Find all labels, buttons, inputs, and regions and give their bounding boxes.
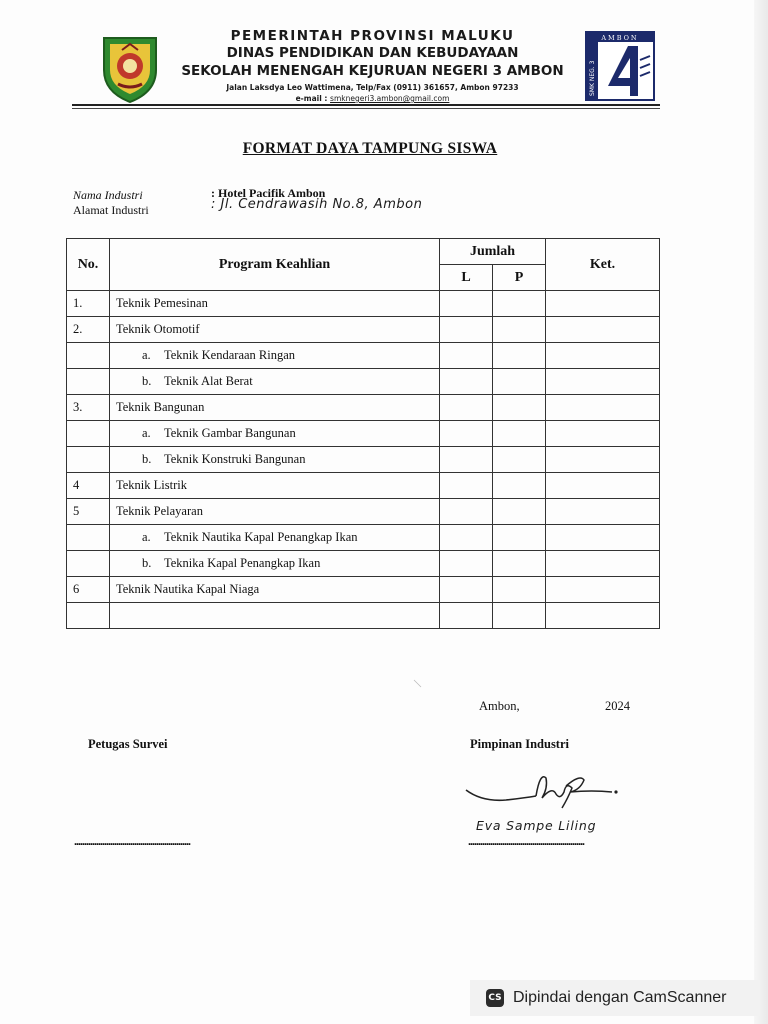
row-sub-marker: b. [142, 374, 152, 388]
row-program [110, 603, 440, 629]
row-ket [546, 603, 660, 629]
row-number [67, 343, 110, 369]
row-sub-marker: b. [142, 452, 152, 466]
row-ket [546, 499, 660, 525]
industry-name-value: : Hotel Pacifik Ambon [211, 186, 326, 200]
row-program [110, 447, 440, 473]
row-count-p [493, 395, 546, 421]
row-program [110, 343, 440, 369]
row-count-p [493, 421, 546, 447]
row-number: 6 [67, 577, 110, 603]
row-sub-marker: b. [142, 556, 152, 570]
row-count-l [440, 369, 493, 395]
row-count-p [493, 577, 546, 603]
row-ket [546, 291, 660, 317]
row-ket [546, 473, 660, 499]
row-ket [546, 421, 660, 447]
row-count-l [440, 473, 493, 499]
table-row [67, 343, 660, 369]
table-header-row [67, 239, 660, 265]
surveyor-signature-line: .......................................................... [74, 834, 190, 848]
row-program [110, 369, 440, 395]
row-count-p [493, 473, 546, 499]
row-count-p [493, 447, 546, 473]
table-row [67, 421, 660, 447]
letterhead-rule-thick [72, 104, 660, 106]
row-number: 5 [67, 499, 110, 525]
industry-leader-label: Pimpinan Industri [470, 737, 569, 751]
scan-speck [413, 679, 423, 689]
row-program: Teknik Pelayaran [110, 499, 440, 525]
table-row [67, 291, 660, 317]
row-count-l [440, 447, 493, 473]
row-ket [546, 343, 660, 369]
camscanner-watermark [470, 980, 760, 1016]
table-row [67, 551, 660, 577]
email-link: smknegeri3.ambon@gmail.com [330, 94, 450, 103]
row-number: 4 [67, 473, 110, 499]
row-count-l [440, 421, 493, 447]
signer-name: Eva Sampe Liling [476, 818, 597, 833]
signing-place: Ambon, [479, 699, 520, 713]
row-count-l [440, 499, 493, 525]
logo-ambon-text: AMBON [601, 34, 639, 42]
table-row [67, 603, 660, 629]
row-number [67, 551, 110, 577]
row-count-p [493, 551, 546, 577]
row-ket [546, 369, 660, 395]
document-title: FORMAT DAYA TAMPUNG SISWA [242, 140, 498, 157]
row-count-l [440, 291, 493, 317]
table-body [67, 291, 660, 629]
table-row [67, 499, 660, 525]
row-count-l [440, 343, 493, 369]
row-ket [546, 447, 660, 473]
table-row [67, 369, 660, 395]
letterhead [170, 28, 575, 104]
table-row [67, 473, 660, 499]
row-count-l [440, 395, 493, 421]
capacity-table [66, 238, 660, 629]
header-no: No. [67, 239, 110, 291]
row-number: 2. [67, 317, 110, 343]
letterhead-school: SEKOLAH MENENGAH KEJURUAN NEGERI 3 AMBON [181, 63, 564, 79]
row-program: Teknik Listrik [110, 473, 440, 499]
row-program: Teknik Bangunan [110, 395, 440, 421]
industry-signature-line: .......................................................... [468, 834, 584, 848]
row-count-l [440, 525, 493, 551]
camscanner-icon: CS [486, 989, 504, 1007]
row-number [67, 369, 110, 395]
row-count-p [493, 343, 546, 369]
row-program: Teknik Nautika Kapal Niaga [110, 577, 440, 603]
row-program: Teknik Otomotif [110, 317, 440, 343]
row-count-l [440, 577, 493, 603]
row-ket [546, 525, 660, 551]
table-row [67, 447, 660, 473]
email-label: e-mail : [295, 94, 328, 103]
row-program-label: Teknik Konstruki Bangunan [164, 452, 306, 466]
province-emblem-icon [94, 32, 166, 104]
row-program [110, 421, 440, 447]
row-ket [546, 395, 660, 421]
row-count-p [493, 291, 546, 317]
row-number [67, 603, 110, 629]
table-row [67, 395, 660, 421]
row-sub-marker: a. [142, 530, 151, 544]
letterhead-address: Jalan Laksdya Leo Wattimena, Telp/Fax (0911) 361657, Ambon 97233 [226, 83, 519, 92]
row-program-label: Teknik Gambar Bangunan [164, 426, 296, 440]
row-count-p [493, 499, 546, 525]
industry-name-label: Nama Industri [73, 188, 143, 202]
logo-side-text: SMK NEG. 3 [589, 60, 596, 96]
row-program-label: Teknik Alat Berat [164, 374, 253, 388]
row-sub-marker: a. [142, 348, 151, 362]
row-count-l [440, 317, 493, 343]
surveyor-label: Petugas Survei [88, 737, 168, 751]
letterhead-email-line [170, 93, 575, 104]
row-number: 3. [67, 395, 110, 421]
row-count-p [493, 317, 546, 343]
row-number [67, 447, 110, 473]
header-p: P [493, 265, 546, 291]
page-edge-shadow [754, 0, 768, 1024]
signing-year: 2024 [605, 699, 630, 713]
row-program-label: Teknik Kendaraan Ringan [164, 348, 296, 362]
row-number [67, 421, 110, 447]
table-row [67, 317, 660, 343]
table-row [67, 525, 660, 551]
row-count-p [493, 525, 546, 551]
row-count-p [493, 603, 546, 629]
row-ket [546, 551, 660, 577]
header-program: Program Keahlian [110, 239, 440, 291]
row-number [67, 525, 110, 551]
row-ket [546, 577, 660, 603]
row-program [110, 525, 440, 551]
industry-address-value: : Jl. Cendrawasih No.8, Ambon [211, 197, 423, 212]
row-program-label: Teknika Kapal Penangkap Ikan [164, 556, 321, 570]
row-count-p [493, 369, 546, 395]
letterhead-rule-thin [72, 108, 660, 109]
row-count-l [440, 603, 493, 629]
row-program [110, 551, 440, 577]
industry-address-label: Alamat Industri [73, 203, 149, 217]
row-number: 1. [67, 291, 110, 317]
letterhead-department: DINAS PENDIDIKAN DAN KEBUDAYAAN [226, 45, 519, 61]
header-jumlah: Jumlah [440, 239, 546, 265]
header-l: L [440, 265, 493, 291]
row-program: Teknik Pemesinan [110, 291, 440, 317]
row-program-label: Teknik Nautika Kapal Penangkap Ikan [164, 530, 358, 544]
handwritten-signature [462, 768, 622, 812]
camscanner-label: Dipindai dengan CamScanner [513, 989, 727, 1006]
letterhead-government: PEMERINTAH PROVINSI MALUKU [230, 28, 515, 44]
table-row [67, 577, 660, 603]
row-ket [546, 317, 660, 343]
row-count-l [440, 551, 493, 577]
school-logo-icon [584, 30, 656, 102]
header-ket: Ket. [546, 239, 660, 291]
row-sub-marker: a. [142, 426, 151, 440]
